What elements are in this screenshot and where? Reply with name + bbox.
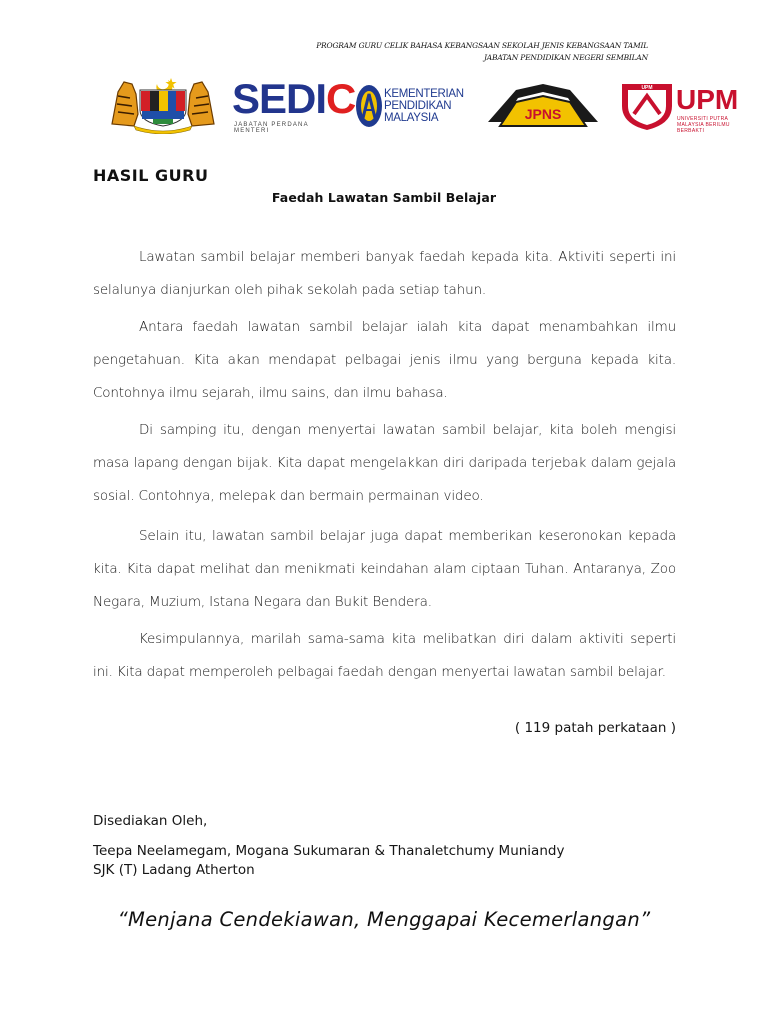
sedic-logo: [232, 75, 356, 134]
document-title: HASIL GURU: [93, 166, 209, 185]
header-department-line: JABATAN PENDIDIKAN NEGERI SEMBILAN: [483, 53, 648, 62]
kpm-emblem-icon: [354, 82, 384, 130]
sedic-logo-red-letter: C: [326, 75, 356, 122]
kpm-logo-text: KEMENTERIAN PENDIDIKAN MALAYSIA: [384, 88, 464, 124]
sedic-logo-text: SEDIC: [232, 75, 356, 122]
sedic-logo-subtext: JABATAN PERDANA MENTERI: [234, 122, 309, 134]
upm-logo: [620, 80, 740, 134]
paragraph-benefit-knowledge: Antara faedah lawatan sambil belajar ialah kita dapat menambahkan ilmu pengetahuan. Kita akan mendapat pelbagai jenis ilmu yang berguna kepada kita. Contohnya ilmu sejarah, ilmu sains, dan ilmu bahasa.: [93, 318, 676, 401]
malaysia-coat-of-arms-icon: [108, 74, 218, 134]
document-subtitle: Faedah Lawatan Sambil Belajar: [271, 190, 497, 205]
jpns-logo-text: JPNS: [524, 106, 562, 122]
header-program-line: PROGRAM GURU CELIK BAHASA KEBANGSAAN SEKOLAH JENIS KEBANGSAAN TAMIL: [316, 41, 648, 50]
paragraph-benefit-enjoyment: Selain itu, lawatan sambil belajar juga dapat memberikan keseronokan kepada kita. Kita dapat melihat dan menikmati keindahan alam ciptaan Tuhan. Antaranya, Zoo Negara, Muzium, Istana Negara dan Bukit Bendera.: [93, 527, 676, 610]
word-count: ( 119 patah perkataan ): [514, 720, 676, 736]
author-names: Teepa Neelamegam, Mogana Sukumaran & Thanaletchumy Muniandy: [93, 843, 565, 859]
paragraph-conclusion: Kesimpulannya, marilah sama-sama kita melibatkan diri dalam aktiviti seperti ini. Kita dapat memperoleh pelbagai faedah dengan menyertai lawatan sambil belajar.: [93, 630, 676, 680]
paragraph-introduction: Lawatan sambil belajar memberi banyak faedah kepada kita. Aktiviti seperti ini selalunya dianjurkan oleh pihak sekolah pada setiap tahun.: [93, 248, 676, 298]
school-name: SJK (T) Ladang Atherton: [93, 862, 255, 878]
upm-shield-icon: [620, 80, 674, 132]
paragraph-benefit-leisure: Di samping itu, dengan menyertai lawatan sambil belajar, kita boleh mengisi masa lapang dengan bijak. Kita dapat mengelakkan diri daripada terjebak dalam gejala sosial. Contohnya, melepak dan bermain permainan video.: [93, 421, 676, 504]
kpm-logo: [354, 82, 466, 132]
jpns-logo: [486, 82, 600, 128]
prepared-by-label: Disediakan Oleh,: [93, 813, 208, 829]
upm-logo-subtext: UNIVERSITI PUTRA MALAYSIA BERILMU BERBAKTI: [677, 116, 730, 134]
upm-logo-text: UPM: [676, 84, 739, 115]
upm-shield-text: UPM: [641, 85, 653, 91]
motto: “Menjana Cendekiawan, Menggapai Kecemerlangan”: [117, 908, 651, 931]
